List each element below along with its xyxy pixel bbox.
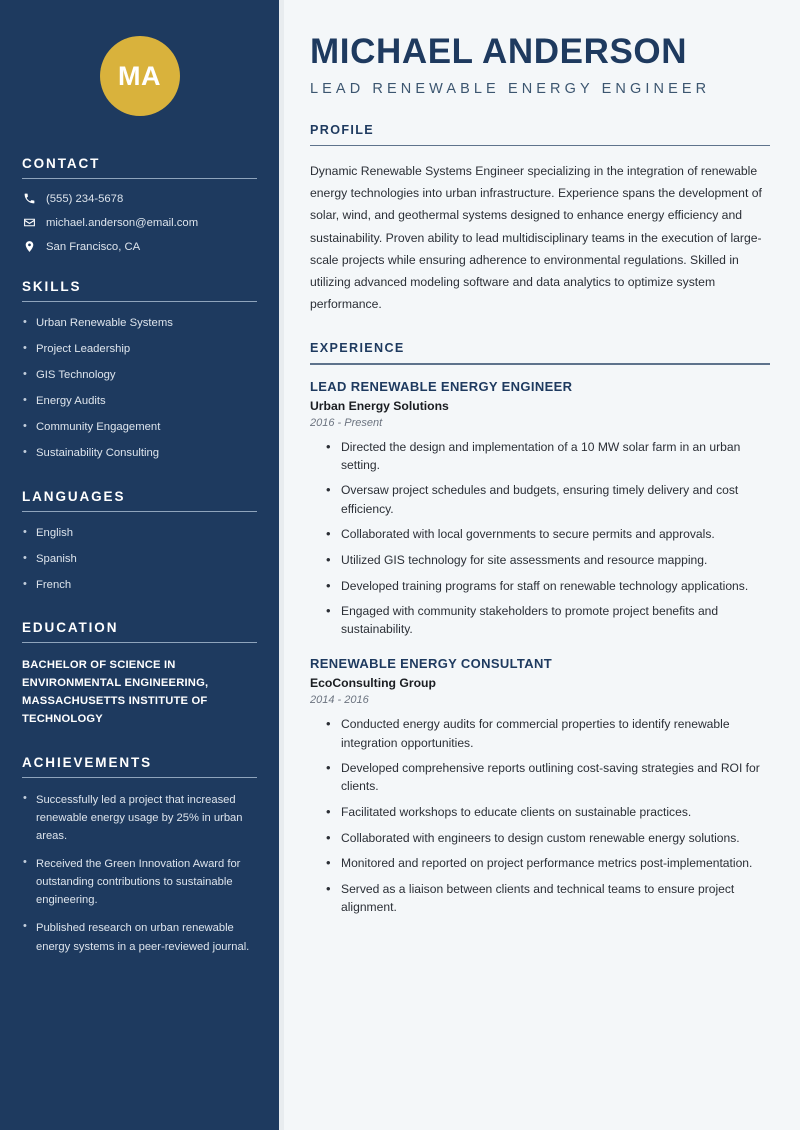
education-degree: BACHELOR OF SCIENCE IN ENVIRONMENTAL ENGINEERING, MASSACHUSETTS INSTITUTE OF TECHNOLOGY <box>22 659 209 726</box>
experience-entry <box>310 656 770 916</box>
list-item: • Collaborated with engineers to design custom renewable energy solutions. <box>326 829 770 847</box>
list-item: • English <box>22 525 257 543</box>
job-title: LEAD RENEWABLE ENERGY ENGINEER <box>310 378 573 394</box>
list-item: • Received the Green Innovation Award for outstanding contributions to sustainable engineering. <box>22 855 257 909</box>
list-item: • Collaborated with local governments to secure permits and approvals. <box>326 525 770 543</box>
contact-item-location[interactable] <box>22 240 257 253</box>
envelope-icon <box>22 216 36 229</box>
list-item: • Developed comprehensive reports outlining cost-saving strategies and ROI for clients. <box>326 759 770 795</box>
list-item: • Monitored and reported on project performance metrics post-implementation. <box>326 854 770 872</box>
job-dates: 2016 - Present <box>310 416 383 429</box>
sidebar-section-contact <box>22 156 257 253</box>
list-item: • French <box>22 577 257 595</box>
skills-divider <box>22 301 257 302</box>
languages-divider <box>22 511 257 512</box>
job-title: RENEWABLE ENERGY CONSULTANT <box>310 656 553 672</box>
languages-list <box>22 525 257 595</box>
achievements-heading: ACHIEVEMENTS <box>22 754 153 770</box>
skills-list <box>22 315 257 463</box>
profile-text: Dynamic Renewable Systems Engineer specializing in the integration of renewable energy technologies into urban infrastructure. Experience spans the development of solar, wind, and geothermal systems designed to enhance energy efficiency and sustainability. Proven ability to lead multidisciplinary teams in the execution of large-scale projects while ensuring adherence to environmental regulations. Skilled in utilizing advanced modeling software and data analytics to optimize system performance. <box>310 163 762 312</box>
sidebar-section-skills <box>22 279 257 463</box>
avatar: MA <box>100 36 180 116</box>
list-item: • Energy Audits <box>22 393 257 411</box>
job-dates: 2014 - 2016 <box>310 694 369 707</box>
achievements-divider <box>22 777 257 778</box>
contact-item-phone[interactable] <box>22 192 257 205</box>
job-bullet-list <box>310 438 770 639</box>
contact-heading: CONTACT <box>22 156 101 171</box>
list-item: • Engaged with community stakeholders to promote project benefits and sustainability. <box>326 602 770 638</box>
job-role-subtitle: LEAD RENEWABLE ENERGY ENGINEER <box>310 80 711 97</box>
list-item: • Urban Renewable Systems <box>22 315 257 333</box>
list-item: • Community Engagement <box>22 419 257 437</box>
phone-icon <box>22 192 36 205</box>
contact-divider <box>22 178 257 179</box>
education-divider <box>22 642 257 643</box>
sidebar-section-education <box>22 620 257 729</box>
main-section-profile <box>310 123 770 316</box>
list-item: • Served as a liaison between clients and technical teams to ensure project alignment. <box>326 880 770 916</box>
profile-heading: PROFILE <box>310 122 375 137</box>
list-item: • Directed the design and implementation of a 10 MW solar farm in an urban setting. <box>326 438 770 474</box>
list-item: • GIS Technology <box>22 367 257 385</box>
experience-heading: EXPERIENCE <box>310 341 405 356</box>
list-item: • Spanish <box>22 551 257 569</box>
list-item: • Developed training programs for staff on renewable technology applications. <box>326 577 770 595</box>
sidebar-section-achievements <box>22 755 257 956</box>
contact-phone-value: (555) 234-5678 <box>46 192 124 205</box>
main-content <box>279 0 800 1130</box>
education-heading: EDUCATION <box>22 620 119 635</box>
avatar-container <box>22 0 257 156</box>
main-section-experience <box>310 341 770 916</box>
sidebar <box>0 0 279 1130</box>
list-item: • Published research on urban renewable energy systems in a peer-reviewed journal. <box>22 919 257 955</box>
location-pin-icon <box>22 240 36 253</box>
languages-heading: LANGUAGES <box>22 488 126 504</box>
list-item: • Facilitated workshops to educate clients on sustainable practices. <box>326 803 770 821</box>
contact-item-email[interactable] <box>22 216 257 229</box>
job-bullet-list <box>310 715 770 916</box>
experience-divider <box>310 363 770 364</box>
job-company: EcoConsulting Group <box>310 676 436 691</box>
list-item: • Sustainability Consulting <box>22 445 257 463</box>
profile-divider <box>310 145 770 146</box>
contact-location-value: San Francisco, CA <box>46 240 141 253</box>
list-item: • Utilized GIS technology for site assessments and resource mapping. <box>326 551 770 569</box>
contact-email-value: michael.anderson@email.com <box>46 216 199 229</box>
list-item: • Oversaw project schedules and budgets, ensuring timely delivery and cost efficiency. <box>326 481 770 517</box>
list-item: • Conducted energy audits for commercial properties to identify renewable integration opportunities. <box>326 715 770 751</box>
skills-heading: SKILLS <box>22 279 82 294</box>
sidebar-section-languages <box>22 489 257 595</box>
job-company: Urban Energy Solutions <box>310 398 449 413</box>
list-item: • Project Leadership <box>22 341 257 359</box>
experience-entry <box>310 379 770 639</box>
page-title: MICHAEL ANDERSON <box>310 32 688 71</box>
list-item: • Successfully led a project that increased renewable energy usage by 25% in urban areas. <box>22 791 257 845</box>
achievements-list <box>22 791 257 956</box>
